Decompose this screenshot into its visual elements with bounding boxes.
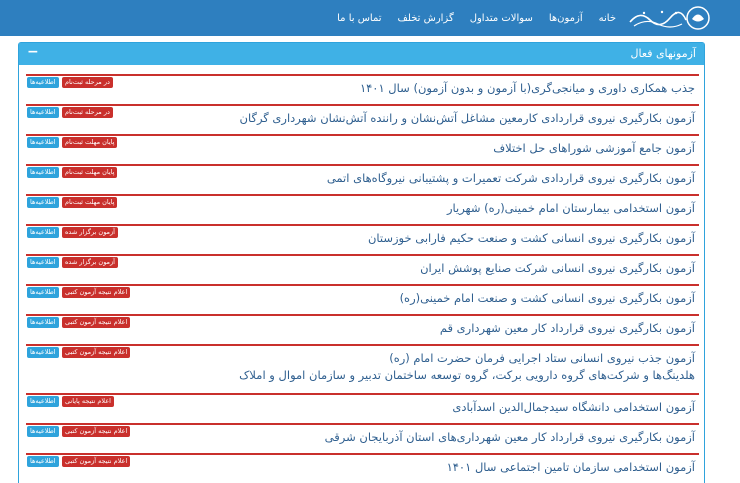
status-badge: پایان مهلت ثبت‌نام bbox=[62, 167, 117, 178]
exam-list bbox=[26, 74, 699, 483]
announcements-button[interactable]: اطلاعیه‌ها bbox=[27, 426, 59, 437]
top-navbar bbox=[0, 0, 740, 36]
status-badge: آزمون برگزار شده bbox=[62, 227, 118, 238]
collapse-button[interactable]: − bbox=[27, 44, 39, 60]
announcements-button[interactable]: اطلاعیه‌ها bbox=[27, 456, 59, 467]
status-badge: آزمون برگزار شده bbox=[62, 257, 118, 268]
main-menu bbox=[321, 0, 616, 36]
exam-title-link[interactable]: آزمون بکارگیری نیروی قراردادی کارمعین مشاغل آتش‌نشان و راننده آتش‌نشان شهرداری گرگان bbox=[239, 111, 695, 125]
exam-title-link[interactable]: آزمون بکارگیری نیروی انسانی کشت و صنعت امام خمینی(ره) bbox=[399, 291, 695, 305]
announcements-button[interactable]: اطلاعیه‌ها bbox=[27, 107, 59, 118]
exam-row bbox=[26, 74, 699, 104]
panel-header bbox=[19, 43, 704, 65]
panel-title: آزمونهای فعال bbox=[630, 47, 696, 60]
status-badge: اعلام نتیجه آزمون کتبی bbox=[62, 347, 130, 358]
status-badge: در مرحله ثبت‌نام bbox=[62, 77, 113, 88]
exam-row bbox=[26, 254, 699, 284]
active-exams-panel bbox=[18, 42, 705, 483]
status-badge: پایان مهلت ثبت‌نام bbox=[62, 137, 117, 148]
status-badge: پایان مهلت ثبت‌نام bbox=[62, 197, 117, 208]
exam-row bbox=[26, 134, 699, 164]
announcements-button[interactable]: اطلاعیه‌ها bbox=[27, 77, 59, 88]
exam-title-link[interactable]: آزمون استخدامی دانشگاه سیدجمال‌الدین اسدآبادی bbox=[452, 400, 695, 414]
exam-row bbox=[26, 104, 699, 134]
exam-title-link[interactable]: آزمون جذب نیروی انسانی ستاد اجرایی فرمان حضرت امام (ره) bbox=[389, 351, 695, 365]
exam-title-link[interactable]: آزمون استخدامی بیمارستان امام خمینی(ره) شهریار bbox=[446, 201, 695, 215]
exam-title-link[interactable]: جذب همکاری داوری و میانجی‌گری(با آزمون و بدون آزمون) سال ۱۴۰۱ bbox=[359, 81, 695, 95]
nav-home[interactable]: خانه bbox=[598, 12, 616, 24]
exam-row bbox=[26, 164, 699, 194]
exam-row bbox=[26, 224, 699, 254]
announcements-button[interactable]: اطلاعیه‌ها bbox=[27, 167, 59, 178]
announcements-button[interactable]: اطلاعیه‌ها bbox=[27, 287, 59, 298]
exam-subtitle-link[interactable]: هلدینگ‌ها و شرکت‌های گروه دارویی برکت، گروه توسعه ساختمان تدبیر و سازمان اموال و املاک bbox=[239, 368, 695, 382]
announcements-button[interactable]: اطلاعیه‌ها bbox=[27, 317, 59, 328]
announcements-button[interactable]: اطلاعیه‌ها bbox=[27, 257, 59, 268]
exam-title-link[interactable]: آزمون بکارگیری نیروی انسانی شرکت صنایع پوشش ایران bbox=[420, 261, 695, 275]
status-badge: اعلام نتیجه پایانی bbox=[62, 396, 114, 407]
announcements-button[interactable]: اطلاعیه‌ها bbox=[27, 137, 59, 148]
exam-title-link[interactable]: آزمون بکارگیری نیروی قرارداد کار معین شهرداری قم bbox=[439, 321, 695, 335]
exam-row bbox=[26, 284, 699, 314]
status-badge: اعلام نتیجه آزمون کتبی bbox=[62, 287, 130, 298]
exam-title-link[interactable]: آزمون بکارگیری نیروی قراردادی شرکت تعمیرات و پشتیبانی نیروگاه‌های اتمی bbox=[326, 171, 695, 185]
announcements-button[interactable]: اطلاعیه‌ها bbox=[27, 197, 59, 208]
exam-title-link[interactable]: آزمون بکارگیری نیروی انسانی کشت و صنعت حکیم فارابی خوزستان bbox=[367, 231, 695, 245]
announcements-button[interactable]: اطلاعیه‌ها bbox=[27, 396, 59, 407]
status-badge: اعلام نتیجه آزمون کتبی bbox=[62, 426, 130, 437]
exam-row bbox=[26, 393, 699, 423]
exam-row bbox=[26, 314, 699, 344]
nav-faq[interactable]: سوالات متداول bbox=[469, 12, 533, 24]
status-badge: در مرحله ثبت‌نام bbox=[62, 107, 113, 118]
exam-title-link[interactable]: آزمون جامع آموزشی شوراهای حل اختلاف bbox=[493, 141, 695, 155]
status-badge: اعلام نتیجه آزمون کتبی bbox=[62, 456, 130, 467]
nav-report-violation[interactable]: گزارش تخلف bbox=[397, 12, 454, 24]
exam-row bbox=[26, 453, 699, 483]
exam-row bbox=[26, 194, 699, 224]
announcements-button[interactable]: اطلاعیه‌ها bbox=[27, 347, 59, 358]
site-logo[interactable] bbox=[626, 4, 710, 32]
exam-row bbox=[26, 423, 699, 453]
announcements-button[interactable]: اطلاعیه‌ها bbox=[27, 227, 59, 238]
exam-title-link[interactable]: آزمون بکارگیری نیروی قرارداد کار معین شهرداری‌های استان آذربایجان شرقی bbox=[324, 430, 695, 444]
nav-exams[interactable]: آزمون‌ها bbox=[548, 12, 583, 24]
nav-contact[interactable]: تماس با ما bbox=[337, 12, 382, 24]
exam-title-link[interactable]: آزمون استخدامی سازمان تامین اجتماعی سال ۱۴۰۱ bbox=[446, 460, 695, 474]
status-badge: اعلام نتیجه آزمون کتبی bbox=[62, 317, 130, 328]
exam-row bbox=[26, 344, 699, 393]
